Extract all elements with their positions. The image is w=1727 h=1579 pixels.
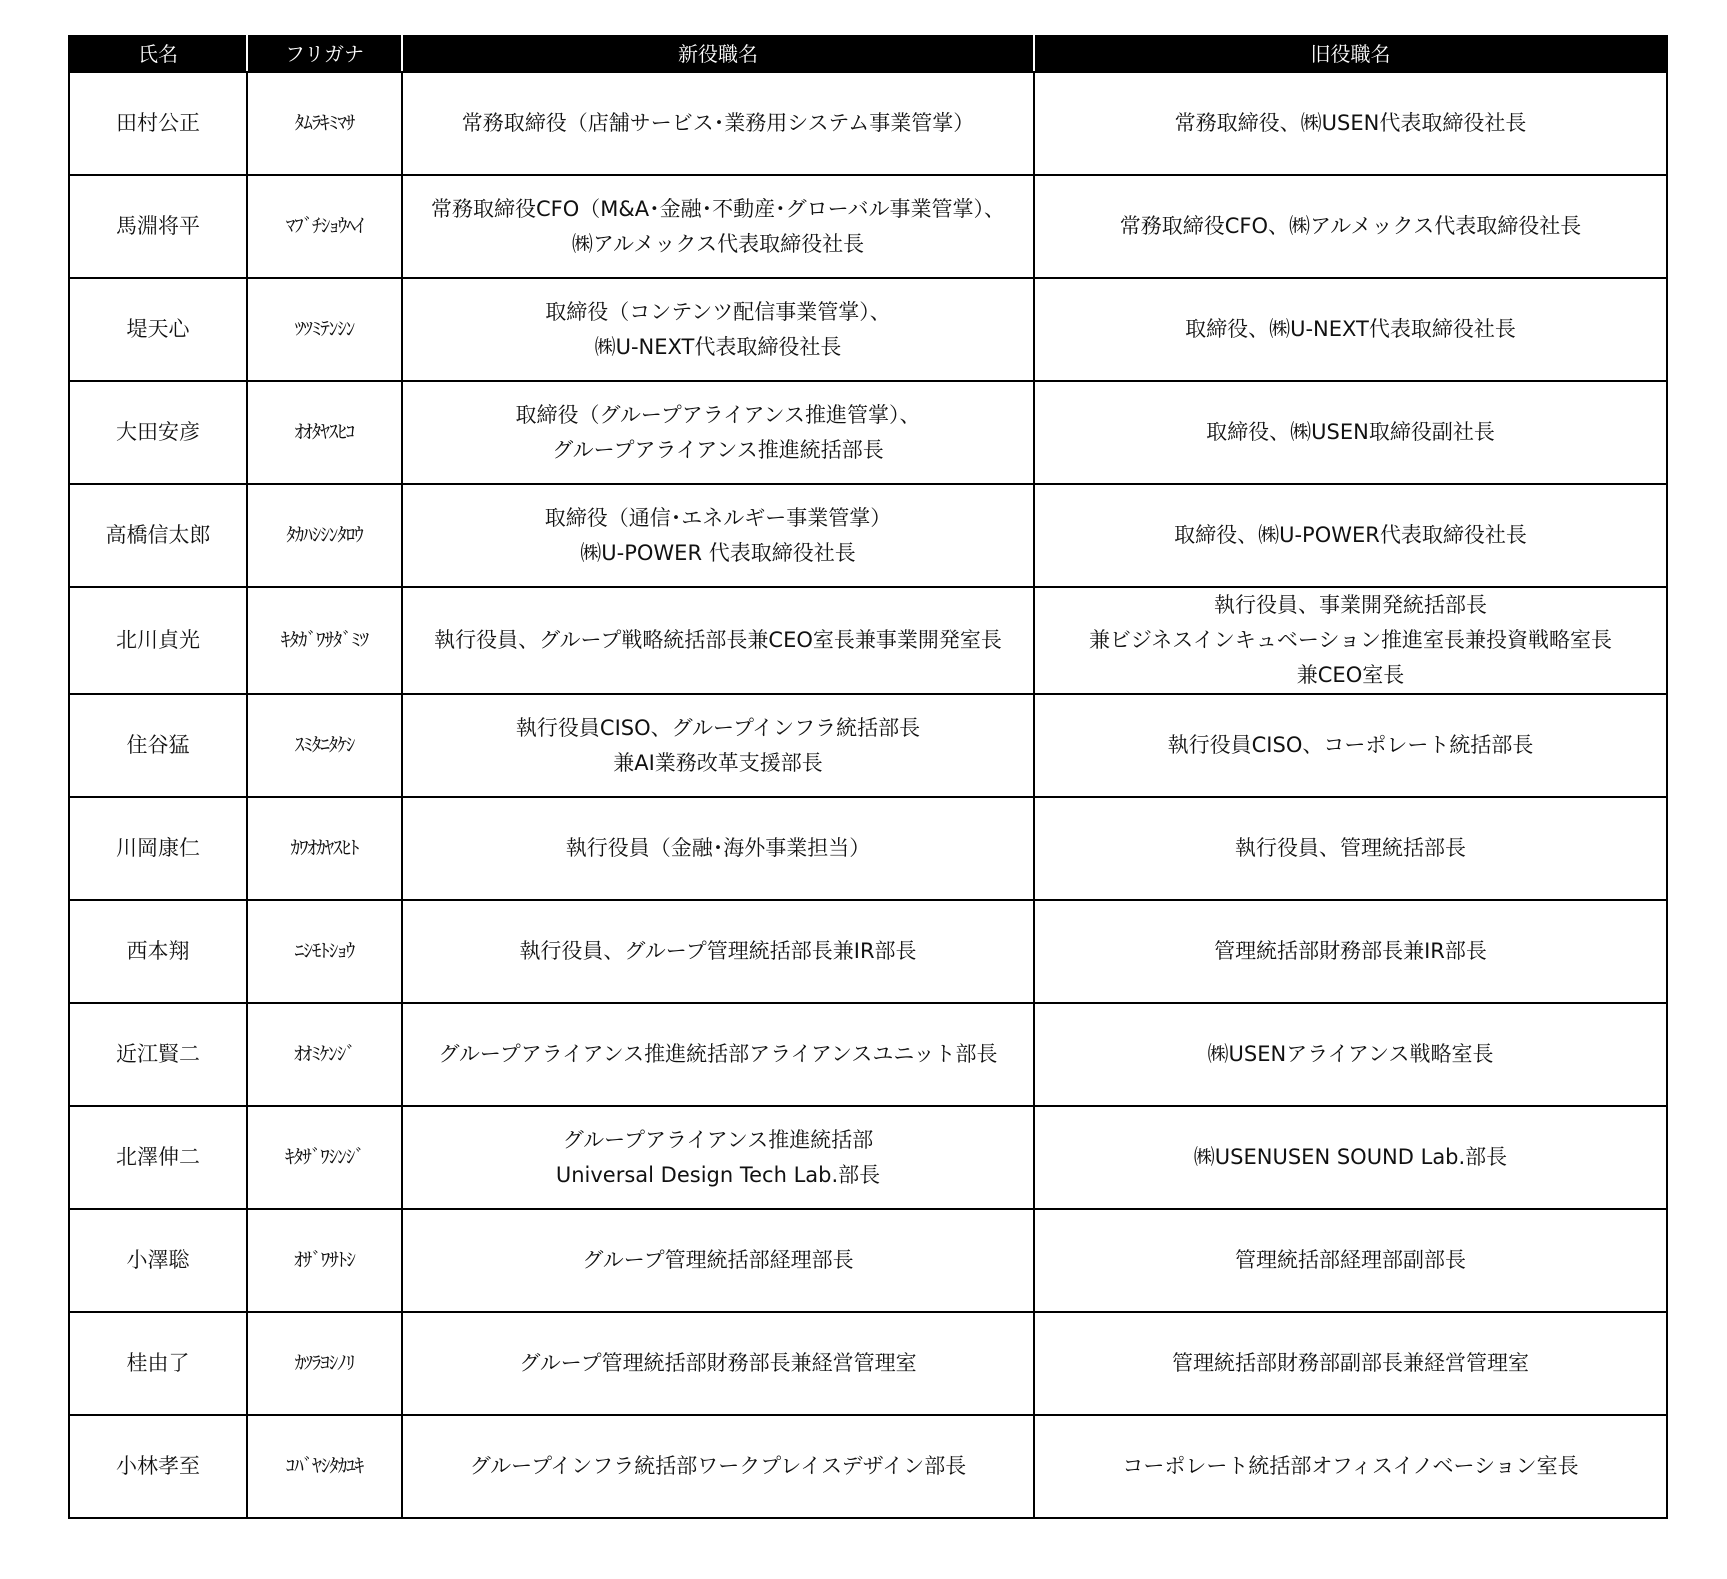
cell-furigana: ｵｵﾀﾔｽﾋｺ <box>247 381 402 484</box>
title-line: 執行役員CISO、グループインフラ統括部長 <box>515 715 921 740</box>
header-new-title: 新役職名 <box>402 36 1034 72</box>
cell-name: 桂由了 <box>69 1312 247 1415</box>
cell-furigana: ﾀﾑﾗｷﾐﾏｻ <box>247 72 402 175</box>
header-furigana: フリガナ <box>247 36 402 72</box>
table-row <box>69 381 1667 484</box>
title-line: グループ管理統括部経理部長 <box>582 1248 854 1272</box>
title-line: グループアライアンス推進統括部 <box>562 1127 874 1152</box>
table-row <box>69 278 1667 381</box>
cell-new-title <box>402 694 1034 797</box>
cell-furigana: ﾆｼﾓﾄｼｮｳ <box>247 900 402 1003</box>
title-line: 兼ビジネスインキュベーション推進室長兼投資戦略室長 <box>1088 628 1613 652</box>
title-line: グループ管理統括部財務部長兼経営管理室 <box>519 1351 917 1375</box>
cell-furigana: ｵｻﾞﾜｻﾄｼ <box>247 1209 402 1312</box>
cell-new-title <box>402 1106 1034 1209</box>
table-header <box>69 36 1667 72</box>
cell-furigana: ﾏﾌﾞﾁｼｮｳﾍｲ <box>247 175 402 278</box>
table-row <box>69 797 1667 900</box>
header-name: 氏名 <box>69 36 247 72</box>
cell-furigana: ｷﾀｶﾞﾜｻﾀﾞﾐﾂ <box>247 587 402 694</box>
title-line: 常務取締役CFO、㈱アルメックス代表取締役社長 <box>1119 214 1582 238</box>
cell-old-title <box>1034 1106 1667 1209</box>
cell-old-title <box>1034 484 1667 587</box>
cell-old-title <box>1034 900 1667 1003</box>
cell-new-title <box>402 587 1034 694</box>
title-line: 執行役員、グループ管理統括部長兼IR部長 <box>519 939 917 963</box>
title-line: 取締役、㈱U-NEXT代表取締役社長 <box>1185 317 1516 341</box>
cell-name: 北澤伸二 <box>69 1106 247 1209</box>
cell-new-title <box>402 72 1034 175</box>
title-line: ㈱アルメックス代表取締役社長 <box>571 231 865 256</box>
title-line: コーポレート統括部オフィスイノベーション室長 <box>1122 1454 1579 1478</box>
cell-new-title <box>402 381 1034 484</box>
title-line: 取締役、㈱USEN取締役副社長 <box>1206 420 1495 444</box>
cell-old-title <box>1034 1415 1667 1518</box>
title-line: 取締役（グループアライアンス推進管掌）、 <box>515 402 921 427</box>
table-row <box>69 694 1667 797</box>
cell-furigana: ﾀｶﾊｼｼﾝﾀﾛｳ <box>247 484 402 587</box>
executive-roster-table <box>68 35 1668 1519</box>
title-line: 常務取締役（店舗サービス･業務用システム事業管掌） <box>461 111 975 135</box>
cell-name: 大田安彦 <box>69 381 247 484</box>
title-line: 執行役員、事業開発統括部長 <box>1214 593 1487 617</box>
cell-old-title <box>1034 1312 1667 1415</box>
title-line: ㈱USENアライアンス戦略室長 <box>1207 1042 1494 1066</box>
cell-new-title <box>402 1209 1034 1312</box>
cell-furigana: ｺﾊﾞﾔｼﾀｶﾕｷ <box>247 1415 402 1518</box>
cell-furigana: ｶﾜｵｶﾔｽﾋﾄ <box>247 797 402 900</box>
title-line: グループアライアンス推進統括部アライアンスユニット部長 <box>438 1042 998 1066</box>
table-row <box>69 587 1667 694</box>
title-line: ㈱U-POWER 代表取締役社長 <box>580 540 856 565</box>
cell-new-title <box>402 900 1034 1003</box>
cell-new-title <box>402 1415 1034 1518</box>
title-line: 執行役員CISO、コーポレート統括部長 <box>1167 733 1534 757</box>
cell-new-title <box>402 484 1034 587</box>
title-line: 常務取締役CFO（M&A･金融･不動産･グローバル事業管掌）、 <box>430 196 1006 221</box>
cell-name: 近江賢二 <box>69 1003 247 1106</box>
title-line: 取締役（コンテンツ配信事業管掌）、 <box>545 299 891 324</box>
title-line: 取締役、㈱U-POWER代表取締役社長 <box>1174 523 1527 547</box>
title-line: 管理統括部経理部副部長 <box>1235 1248 1466 1272</box>
title-line: グループインフラ統括部ワークプレイスデザイン部長 <box>469 1454 967 1478</box>
table-row <box>69 900 1667 1003</box>
cell-furigana: ｷﾀｻﾞﾜｼﾝｼﾞ <box>247 1106 402 1209</box>
table-row <box>69 1003 1667 1106</box>
cell-name: 西本翔 <box>69 900 247 1003</box>
table-row <box>69 484 1667 587</box>
cell-name: 住谷猛 <box>69 694 247 797</box>
cell-name: 田村公正 <box>69 72 247 175</box>
cell-furigana: ｽﾐﾀﾆﾀｹｼ <box>247 694 402 797</box>
table-row <box>69 1415 1667 1518</box>
cell-old-title <box>1034 278 1667 381</box>
cell-name: 小林孝至 <box>69 1415 247 1518</box>
table-row <box>69 72 1667 175</box>
cell-furigana: ﾂﾂﾐﾃﾝｼﾝ <box>247 278 402 381</box>
cell-old-title <box>1034 381 1667 484</box>
cell-old-title <box>1034 587 1667 694</box>
table-row <box>69 1106 1667 1209</box>
cell-old-title <box>1034 1209 1667 1312</box>
title-line: 執行役員（金融･海外事業担当） <box>565 836 871 860</box>
cell-old-title <box>1034 1003 1667 1106</box>
cell-name: 北川貞光 <box>69 587 247 694</box>
table-row <box>69 175 1667 278</box>
title-line: ㈱USENUSEN SOUND Lab.部長 <box>1193 1145 1508 1169</box>
title-line: ㈱U-NEXT代表取締役社長 <box>594 334 842 359</box>
title-line: 取締役（通信･エネルギー事業管掌） <box>544 505 892 530</box>
cell-name: 堤天心 <box>69 278 247 381</box>
title-line: 常務取締役、㈱USEN代表取締役社長 <box>1174 111 1527 135</box>
table-row <box>69 1209 1667 1312</box>
title-line: Universal Design Tech Lab.部長 <box>555 1162 881 1187</box>
cell-old-title <box>1034 175 1667 278</box>
cell-furigana: ｵｵﾐｹﾝｼﾞ <box>247 1003 402 1106</box>
header-old-title: 旧役職名 <box>1034 36 1667 72</box>
table-body <box>69 72 1667 1518</box>
title-line: 執行役員、管理統括部長 <box>1235 836 1466 860</box>
cell-furigana: ｶﾂﾗﾖｼﾉﾘ <box>247 1312 402 1415</box>
cell-new-title <box>402 175 1034 278</box>
cell-new-title <box>402 1003 1034 1106</box>
cell-old-title <box>1034 72 1667 175</box>
title-line: 管理統括部財務部副部長兼経営管理室 <box>1172 1351 1529 1375</box>
table-row <box>69 1312 1667 1415</box>
cell-new-title <box>402 1312 1034 1415</box>
cell-new-title <box>402 278 1034 381</box>
title-line: 兼AI業務改革支援部長 <box>613 750 823 775</box>
title-line: 執行役員、グループ戦略統括部長兼CEO室長兼事業開発室長 <box>434 628 1002 652</box>
cell-old-title <box>1034 797 1667 900</box>
title-line: グループアライアンス推進統括部長 <box>552 437 884 462</box>
cell-name: 馬淵将平 <box>69 175 247 278</box>
title-line: 兼CEO室長 <box>1296 663 1405 687</box>
header-row <box>69 36 1667 72</box>
cell-old-title <box>1034 694 1667 797</box>
cell-name: 川岡康仁 <box>69 797 247 900</box>
cell-new-title <box>402 797 1034 900</box>
cell-name: 高橋信太郎 <box>69 484 247 587</box>
cell-name: 小澤聡 <box>69 1209 247 1312</box>
title-line: 管理統括部財務部長兼IR部長 <box>1214 939 1487 963</box>
